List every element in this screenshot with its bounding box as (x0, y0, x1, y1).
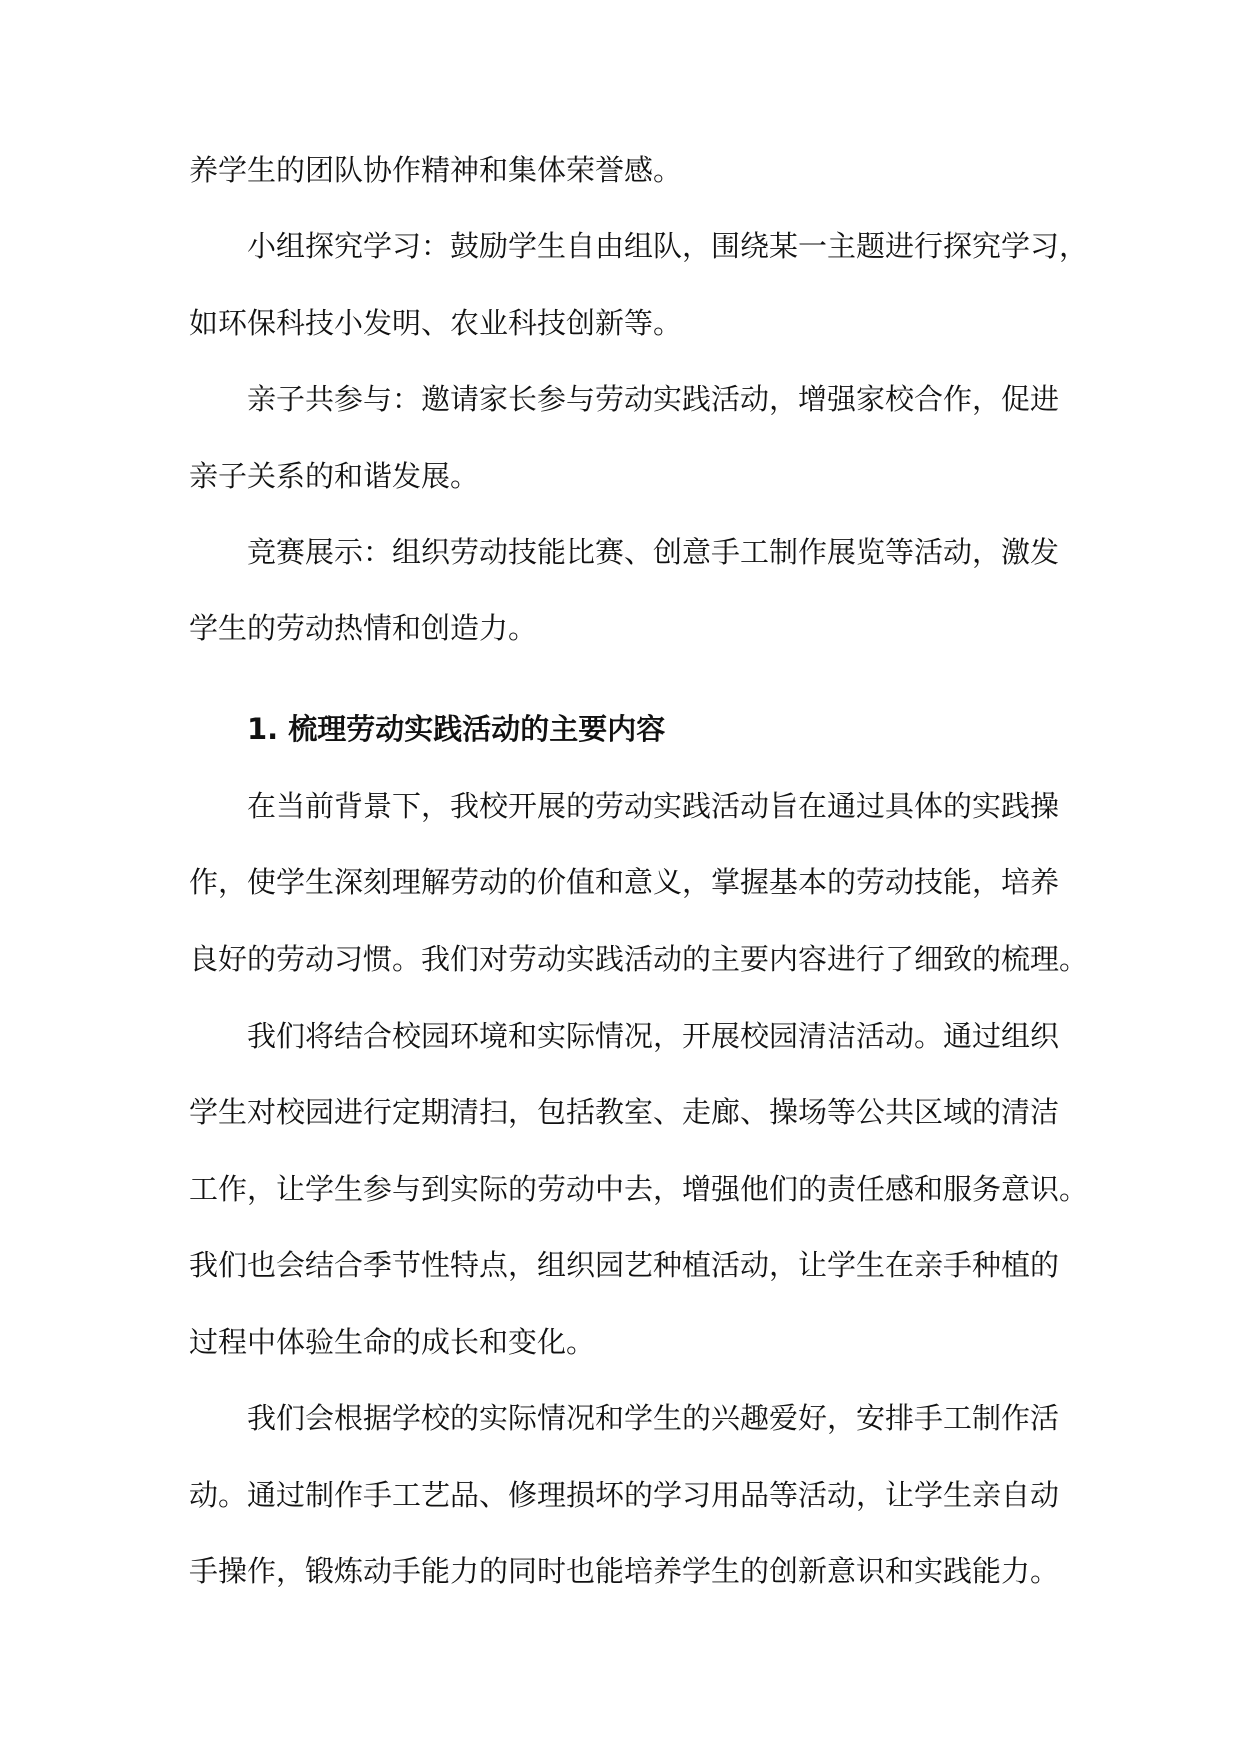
text-line (0, 221, 1241, 271)
line-text: 我们也会结合季节性特点，组织园艺种植活动，让学生在亲手种植的 (189, 1248, 1060, 1282)
text-line (0, 857, 1241, 907)
text-line (0, 1087, 1241, 1137)
text-line (0, 781, 1241, 831)
text-line (0, 1393, 1241, 1443)
line-text: 作，使学生深刻理解劳动的价值和意义，掌握基本的劳动技能，培养 (189, 865, 1060, 899)
text-line (0, 145, 1241, 195)
line-text: 良好的劳动习惯。我们对劳动实践活动的主要内容进行了细致的梳理。 (189, 942, 1089, 976)
text-line (0, 374, 1241, 424)
text-line (0, 1011, 1241, 1061)
line-text: 过程中体验生命的成长和变化。 (189, 1325, 596, 1359)
text-line (0, 451, 1241, 501)
text-line (0, 298, 1241, 348)
text-line (0, 1317, 1241, 1367)
text-line (0, 527, 1241, 577)
text-line (0, 1546, 1241, 1596)
line-text: 亲子共参与：邀请家长参与劳动实践活动，增强家校合作，促进 (247, 382, 1060, 416)
line-text: 小组探究学习：鼓励学生自由组队，围绕某一主题进行探究学习， (247, 229, 1089, 263)
line-text: 亲子关系的和谐发展。 (189, 459, 480, 493)
text-line (0, 1470, 1241, 1520)
section-heading (0, 704, 1241, 754)
line-text: 学生的劳动热情和创造力。 (189, 611, 538, 645)
line-text: 养学生的团队协作精神和集体荣誉感。 (189, 153, 683, 187)
line-text: 工作，让学生参与到实际的劳动中去，增强他们的责任感和服务意识。 (189, 1172, 1089, 1206)
text-line (0, 934, 1241, 984)
line-text: 如环保科技小发明、农业科技创新等。 (189, 306, 683, 340)
line-text: 我们会根据学校的实际情况和学生的兴趣爱好，安排手工制作活 (247, 1401, 1060, 1435)
line-text: 动。通过制作手工艺品、修理损坏的学习用品等活动，让学生亲自动 (189, 1478, 1060, 1512)
line-text: 手操作，锻炼动手能力的同时也能培养学生的创新意识和实践能力。 (189, 1554, 1060, 1588)
line-text: 竞赛展示：组织劳动技能比赛、创意手工制作展览等活动，激发 (247, 535, 1060, 569)
line-text: 在当前背景下，我校开展的劳动实践活动旨在通过具体的实践操 (247, 789, 1060, 823)
line-text: 学生对校园进行定期清扫，包括教室、走廊、操场等公共区域的清洁 (189, 1095, 1060, 1129)
text-line (0, 1164, 1241, 1214)
text-line (0, 1240, 1241, 1290)
section-heading-text: 1. 梳理劳动实践活动的主要内容 (247, 712, 666, 746)
text-line (0, 603, 1241, 653)
line-text: 我们将结合校园环境和实际情况，开展校园清洁活动。通过组织 (247, 1019, 1060, 1053)
